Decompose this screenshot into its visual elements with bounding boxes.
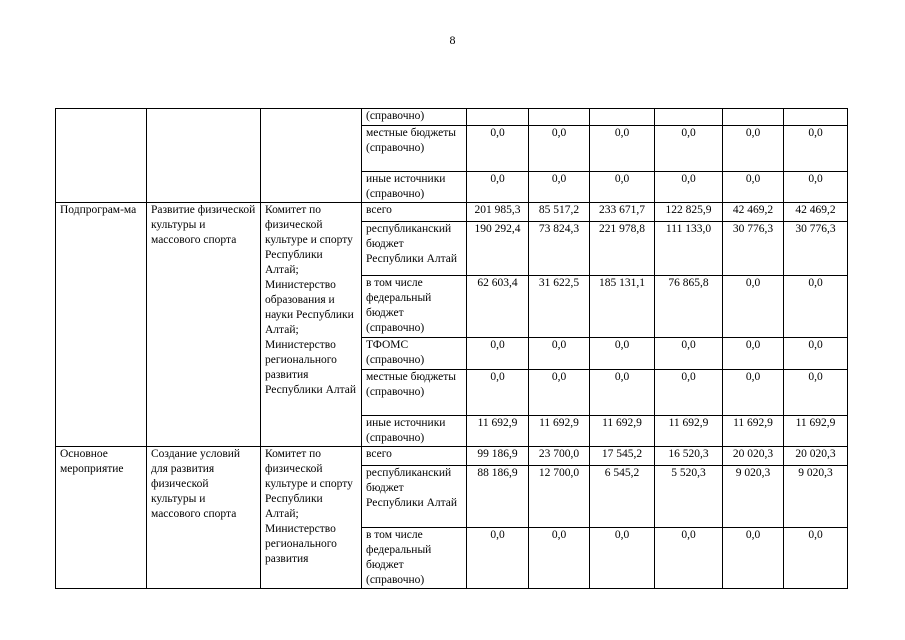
value-cell: 0,0	[784, 338, 848, 370]
value-cell: 17 545,2	[590, 447, 655, 466]
value-cell: 0,0	[784, 126, 848, 172]
value-cell: 76 865,8	[655, 276, 723, 338]
value-cell: 0,0	[655, 172, 723, 203]
value-cell: 0,0	[467, 338, 529, 370]
value-cell: 0,0	[590, 370, 655, 416]
executor-cell: Комитет по физической культуре и спорту Республики Алтай; Министерство регионального развития	[261, 447, 362, 589]
value-cell: 0,0	[784, 172, 848, 203]
value-cell	[784, 109, 848, 126]
value-cell: 20 020,3	[723, 447, 784, 466]
table-row	[56, 203, 848, 222]
value-cell: 9 020,3	[723, 466, 784, 528]
value-cell: 0,0	[723, 370, 784, 416]
funding-source-cell: местные бюджеты (справочно)	[362, 370, 467, 416]
value-cell: 11 692,9	[784, 416, 848, 447]
value-cell: 0,0	[590, 126, 655, 172]
value-cell: 0,0	[655, 370, 723, 416]
funding-source-cell: всего	[362, 447, 467, 466]
value-cell: 73 824,3	[529, 222, 590, 276]
value-cell: 23 700,0	[529, 447, 590, 466]
funding-source-cell: в том числе федеральный бюджет (справочно)	[362, 276, 467, 338]
funding-source-cell: республиканский бюджет Республики Алтай	[362, 466, 467, 528]
value-cell: 11 692,9	[529, 416, 590, 447]
value-cell: 12 700,0	[529, 466, 590, 528]
value-cell: 30 776,3	[784, 222, 848, 276]
value-cell: 30 776,3	[723, 222, 784, 276]
value-cell: 5 520,3	[655, 466, 723, 528]
value-cell: 0,0	[723, 276, 784, 338]
value-cell	[590, 109, 655, 126]
value-cell: 190 292,4	[467, 222, 529, 276]
program-status-cell	[56, 109, 147, 203]
value-cell: 11 692,9	[723, 416, 784, 447]
program-status-cell: Подпрограм-ма	[56, 203, 147, 447]
value-cell: 0,0	[529, 528, 590, 589]
value-cell: 6 545,2	[590, 466, 655, 528]
value-cell: 0,0	[655, 126, 723, 172]
value-cell: 0,0	[723, 338, 784, 370]
executor-cell	[261, 109, 362, 203]
value-cell: 99 186,9	[467, 447, 529, 466]
value-cell: 0,0	[529, 338, 590, 370]
funding-source-cell: ТФОМС (справочно)	[362, 338, 467, 370]
value-cell: 0,0	[529, 370, 590, 416]
funding-source-cell: республиканский бюджет Республики Алтай	[362, 222, 467, 276]
value-cell: 0,0	[655, 528, 723, 589]
value-cell: 0,0	[529, 172, 590, 203]
executor-cell: Комитет по физической культуре и спорту Республики Алтай; Министерство образования и науки Республики Алтай; Министерство регионального развития Республики Алтай	[261, 203, 362, 447]
funding-source-cell: местные бюджеты (справочно)	[362, 126, 467, 172]
value-cell: 9 020,3	[784, 466, 848, 528]
value-cell: 88 186,9	[467, 466, 529, 528]
value-cell: 111 133,0	[655, 222, 723, 276]
table-row	[56, 109, 848, 126]
value-cell: 0,0	[784, 370, 848, 416]
funding-source-cell: (справочно)	[362, 109, 467, 126]
value-cell: 122 825,9	[655, 203, 723, 222]
value-cell: 11 692,9	[655, 416, 723, 447]
value-cell	[529, 109, 590, 126]
funding-source-cell: иные источники (справочно)	[362, 416, 467, 447]
value-cell: 0,0	[590, 172, 655, 203]
value-cell: 0,0	[467, 126, 529, 172]
program-status-cell: Основное мероприятие	[56, 447, 147, 589]
value-cell: 0,0	[784, 276, 848, 338]
value-cell: 201 985,3	[467, 203, 529, 222]
value-cell: 233 671,7	[590, 203, 655, 222]
value-cell: 62 603,4	[467, 276, 529, 338]
value-cell: 20 020,3	[784, 447, 848, 466]
value-cell	[467, 109, 529, 126]
table-row	[56, 447, 848, 466]
value-cell: 0,0	[723, 172, 784, 203]
value-cell: 42 469,2	[723, 203, 784, 222]
value-cell: 185 131,1	[590, 276, 655, 338]
value-cell: 11 692,9	[467, 416, 529, 447]
value-cell: 31 622,5	[529, 276, 590, 338]
budget-table	[55, 108, 848, 589]
funding-source-cell: иные источники (справочно)	[362, 172, 467, 203]
value-cell: 0,0	[467, 172, 529, 203]
value-cell	[655, 109, 723, 126]
value-cell: 0,0	[590, 528, 655, 589]
value-cell: 0,0	[529, 126, 590, 172]
value-cell: 221 978,8	[590, 222, 655, 276]
program-name-cell: Развитие физической культуры и массового спорта	[147, 203, 261, 447]
value-cell: 0,0	[723, 528, 784, 589]
program-name-cell: Создание условий для развития физической культуры и массового спорта	[147, 447, 261, 589]
value-cell: 85 517,2	[529, 203, 590, 222]
funding-source-cell: в том числе федеральный бюджет (справочно)	[362, 528, 467, 589]
value-cell: 16 520,3	[655, 447, 723, 466]
value-cell: 0,0	[784, 528, 848, 589]
value-cell	[723, 109, 784, 126]
value-cell: 11 692,9	[590, 416, 655, 447]
value-cell: 42 469,2	[784, 203, 848, 222]
program-name-cell	[147, 109, 261, 203]
value-cell: 0,0	[590, 338, 655, 370]
value-cell: 0,0	[655, 338, 723, 370]
page-number: 8	[449, 33, 456, 47]
value-cell: 0,0	[723, 126, 784, 172]
value-cell: 0,0	[467, 528, 529, 589]
value-cell: 0,0	[467, 370, 529, 416]
funding-source-cell: всего	[362, 203, 467, 222]
